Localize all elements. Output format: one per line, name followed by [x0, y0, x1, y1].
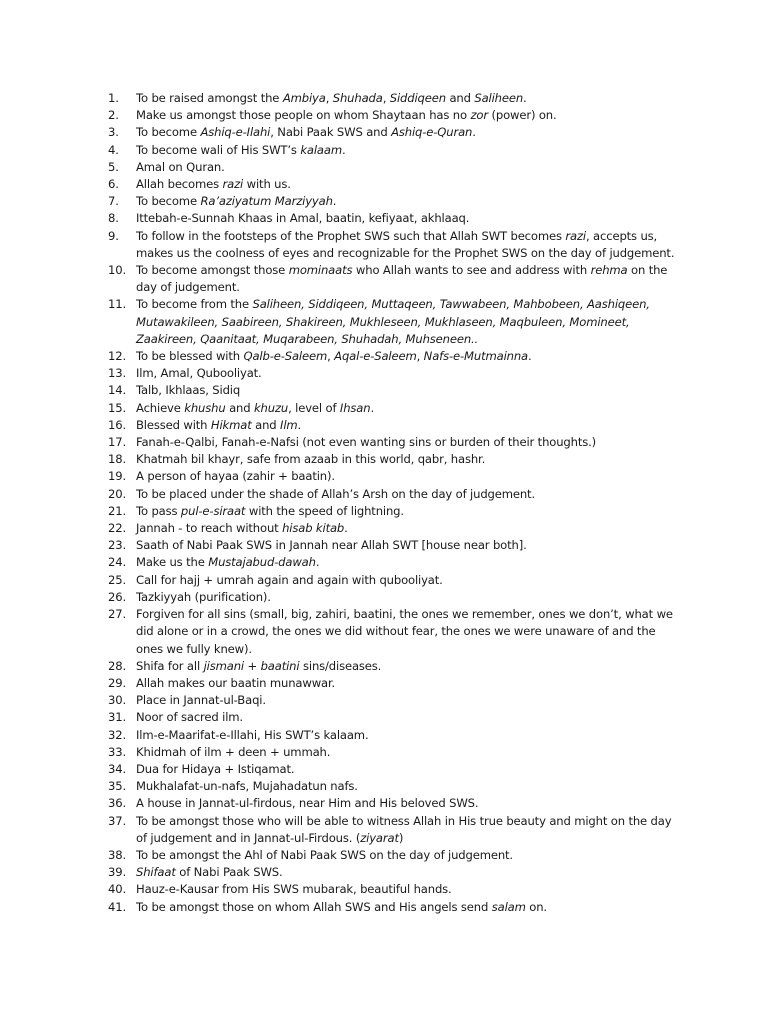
italic-term: pul-e-siraat [180, 503, 246, 518]
text-segment: A person of hayaa (zahir + baatin). [136, 469, 335, 484]
list-item [108, 503, 680, 520]
list-item-number: 12. [108, 349, 126, 364]
text-segment: Ilm, Amal, Qubooliyat. [136, 366, 262, 381]
list-item-text [136, 382, 680, 399]
list-item-number: 21. [108, 503, 126, 518]
italic-term: Aqal-e-Saleem [334, 349, 417, 364]
text-segment: , level of [288, 400, 340, 415]
list-item-text [136, 176, 680, 193]
list-item-text [136, 881, 680, 898]
list-item [108, 296, 680, 348]
list-item-number: 14. [108, 383, 126, 398]
text-segment: Amal on Quran. [136, 159, 225, 174]
list-item-number: 34. [108, 761, 126, 776]
text-segment: . [344, 521, 348, 536]
list-item [108, 881, 680, 898]
italic-term: rehma [590, 263, 628, 278]
list-item-number: 22. [108, 521, 126, 536]
list-item-text [136, 124, 680, 141]
list-item-number: 17. [108, 435, 126, 450]
text-segment: Fanah-e-Qalbi, Fanah-e-Nafsi (not even wanting sins or burden of their thoughts.) [136, 435, 597, 450]
list-item-text [136, 537, 680, 554]
list-item-number: 33. [108, 744, 126, 759]
list-item [108, 572, 680, 589]
list-item [108, 761, 680, 778]
list-item [108, 899, 680, 916]
text-segment: . [528, 349, 532, 364]
list-item-text [136, 159, 680, 176]
text-segment: To be placed under the shade of Allah’s Arsh on the day of judgement. [136, 486, 535, 501]
list-item-text [136, 589, 680, 606]
list-item-text [136, 744, 680, 761]
italic-term: Ra’aziyatum Marziyyah [200, 194, 333, 209]
list-item [108, 210, 680, 227]
list-item [108, 864, 680, 881]
list-item [108, 107, 680, 124]
list-item-text [136, 486, 680, 503]
italic-term: Mustajabud-dawah [208, 555, 316, 570]
list-item-text [136, 675, 680, 692]
list-item-text [136, 262, 680, 296]
list-item [108, 520, 680, 537]
text-segment: Tazkiyyah (purification). [136, 589, 271, 604]
list-item [108, 486, 680, 503]
italic-term: ziyarat [360, 830, 399, 845]
list-item [108, 675, 680, 692]
text-segment: To be blessed with [136, 349, 244, 364]
text-segment: and [445, 91, 475, 105]
italic-term: Hikmat [210, 417, 252, 432]
list-item-text [136, 554, 680, 571]
list-item-text [136, 417, 680, 434]
list-item-number: 25. [108, 572, 126, 587]
text-segment: Allah makes our baatin munawwar. [136, 675, 336, 690]
italic-term: Ilm [280, 417, 298, 432]
text-segment: Khatmah bil khayr, safe from azaab in this world, qabr, hashr. [136, 452, 486, 467]
list-item-number: 36. [108, 796, 126, 811]
list-item-number: 35. [108, 779, 126, 794]
text-segment: . [523, 91, 527, 105]
list-item-text [136, 572, 680, 589]
list-item-text [136, 864, 680, 881]
list-item-text [136, 142, 680, 159]
list-item-text [136, 899, 680, 916]
list-item [108, 658, 680, 675]
list-item-number: 41. [108, 899, 126, 914]
text-segment: Make us amongst those people on whom Shaytaan has no [136, 108, 471, 123]
list-item [108, 451, 680, 468]
list-item-text [136, 778, 680, 795]
list-item-number: 38. [108, 847, 126, 862]
list-item [108, 434, 680, 451]
text-segment: of Nabi Paak SWS. [175, 865, 283, 880]
list-item-number: 5. [108, 159, 119, 174]
list-item-number: 2. [108, 108, 119, 123]
italic-term: Ashiq-e-Quran [391, 125, 473, 140]
text-segment: Call for hajj + umrah again and again with qubooliyat. [136, 572, 443, 587]
list-item-number: 6. [108, 177, 119, 192]
list-item-text [136, 658, 680, 675]
list-item-number: 4. [108, 142, 119, 157]
text-segment: To follow in the footsteps of the Prophet SWS such that Allah SWT becomes [136, 228, 566, 243]
italic-term: khushu [184, 400, 226, 415]
italic-term: Qalb-e-Saleem [243, 349, 328, 364]
italic-term: kalaam [300, 142, 342, 157]
list-item-number: 40. [108, 882, 126, 897]
list-item-text [136, 727, 680, 744]
list-item [108, 606, 680, 658]
text-segment: Hauz-e-Kausar from His SWS mubarak, beautiful hands. [136, 882, 452, 897]
text-segment: . [332, 194, 337, 209]
text-segment: Mukhalafat-un-nafs, Mujahadatun nafs. [136, 779, 358, 794]
text-segment: To become amongst those [136, 263, 289, 278]
text-segment: To become wali of His SWT’s [136, 142, 301, 157]
list-item [108, 744, 680, 761]
text-segment: . [341, 142, 346, 157]
list-item [108, 537, 680, 554]
list-item [108, 382, 680, 399]
text-segment: , [382, 91, 390, 105]
italic-term: Ambiya [282, 91, 326, 105]
list-item-text [136, 503, 680, 520]
text-segment: To become [136, 194, 201, 209]
list-item-number: 30. [108, 693, 126, 708]
text-segment: , Nabi Paak SWS and [270, 125, 392, 140]
list-item-number: 15. [108, 400, 126, 415]
list-item-text [136, 348, 680, 365]
list-item-text [136, 520, 680, 537]
text-segment: who Allah wants to see and address with [352, 263, 591, 278]
list-item [108, 90, 680, 107]
list-item-number: 10. [108, 263, 126, 278]
list-item-number: 31. [108, 710, 126, 725]
list-item-text [136, 107, 680, 124]
text-segment: , [325, 91, 333, 105]
list-item-text [136, 434, 680, 451]
italic-term: Saliheen [474, 91, 524, 105]
list-item-text [136, 400, 680, 417]
italic-term: Shuhada [332, 91, 383, 105]
list-item-text [136, 709, 680, 726]
list-item [108, 417, 680, 434]
list-item-number: 23. [108, 538, 126, 553]
italic-term: razi [222, 177, 244, 192]
list-item-number: 27. [108, 607, 126, 622]
list-item-text [136, 451, 680, 468]
text-segment: To be amongst those who will be able to witness Allah in His true beauty and might on the day of judgement and in Jannat-ul-Firdous. ( [136, 813, 672, 845]
text-segment: Noor of sacred ilm. [136, 710, 243, 725]
list-item-text [136, 606, 680, 658]
list-item-number: 28. [108, 658, 126, 673]
list-item [108, 348, 680, 365]
list-item-text [136, 193, 680, 210]
text-segment: Khidmah of ilm + deen + ummah. [136, 744, 331, 759]
italic-term: razi [565, 228, 586, 243]
text-segment: on. [525, 899, 547, 914]
list-item [108, 709, 680, 726]
italic-term: khuzu [253, 400, 289, 415]
list-item [108, 795, 680, 812]
numbered-list [108, 90, 680, 916]
list-item-number: 16. [108, 417, 126, 432]
text-segment: To be amongst the Ahl of Nabi Paak SWS on the day of judgement. [136, 847, 513, 862]
text-segment: . [297, 417, 302, 432]
text-segment: Shifa for all [136, 658, 204, 673]
text-segment: . [472, 125, 476, 140]
text-segment: Jannah - to reach without [136, 521, 283, 536]
list-item [108, 554, 680, 571]
list-item-text [136, 692, 680, 709]
text-segment: A house in Jannat-ul-firdous, near Him and His beloved SWS. [136, 796, 479, 811]
italic-term: zor [470, 108, 488, 123]
list-item [108, 365, 680, 382]
text-segment: Ilm-e-Maarifat-e-Illahi, His SWT’s kalaam. [136, 727, 369, 742]
italic-term: mominaats [288, 263, 353, 278]
text-segment: Allah becomes [136, 177, 223, 192]
list-item-text [136, 90, 680, 107]
list-item [108, 468, 680, 485]
list-item-number: 32. [108, 727, 126, 742]
text-segment: To be amongst those on whom Allah SWS and His angels send [136, 899, 492, 914]
list-item-number: 20. [108, 486, 126, 501]
text-segment: . [370, 400, 374, 415]
list-item [108, 813, 680, 847]
italic-term: jismani + baatini [203, 658, 300, 673]
list-item-number: 13. [108, 366, 126, 381]
italic-term: Ashiq-e-Ilahi [200, 125, 271, 140]
list-item-text [136, 468, 680, 485]
text-segment: Blessed with [136, 417, 211, 432]
list-item-number: 1. [108, 91, 119, 105]
text-segment: Achieve [136, 400, 185, 415]
list-item [108, 400, 680, 417]
text-segment: ) [398, 830, 404, 845]
text-segment: (power) on. [487, 108, 557, 123]
text-segment: Saath of Nabi Paak SWS in Jannah near Allah SWT [house near both]. [136, 538, 527, 553]
text-segment: and [225, 400, 254, 415]
italic-term: hisab kitab [282, 521, 345, 536]
text-segment: , accepts us, makes us the coolness of eyes and recognizable for the Prophet SWS on the day of judgement. [136, 228, 675, 260]
text-segment: To become [136, 125, 201, 140]
list-item-text [136, 761, 680, 778]
list-item-text [136, 228, 680, 262]
list-item-text [136, 847, 680, 864]
text-segment: Dua for Hidaya + Istiqamat. [136, 761, 295, 776]
text-segment: , [327, 349, 335, 364]
list-item-number: 29. [108, 675, 126, 690]
list-item-number: 11. [108, 297, 126, 312]
text-segment: To become from the [136, 297, 253, 312]
list-item-text [136, 795, 680, 812]
text-segment: . [315, 555, 320, 570]
list-item [108, 847, 680, 864]
text-segment: To be raised amongst the [136, 91, 283, 105]
text-segment: and [251, 417, 281, 432]
list-item [108, 159, 680, 176]
text-segment: on the day of judgement. [136, 263, 668, 295]
list-item-text [136, 813, 680, 847]
italic-term: Shifaat [136, 865, 176, 880]
list-item-number: 18. [108, 452, 126, 467]
list-item-text [136, 296, 680, 348]
list-item [108, 727, 680, 744]
italic-term: Ihsan [339, 400, 371, 415]
list-item [108, 262, 680, 296]
list-item-text [136, 365, 680, 382]
list-item-number: 3. [108, 125, 119, 140]
list-item-number: 7. [108, 194, 119, 209]
text-segment: with us. [243, 177, 291, 192]
list-item [108, 193, 680, 210]
list-item-text [136, 210, 680, 227]
list-item-number: 19. [108, 469, 126, 484]
list-item [108, 228, 680, 262]
list-item-number: 24. [108, 555, 126, 570]
list-item [108, 124, 680, 141]
text-segment: Place in Jannat-ul-Baqi. [136, 693, 266, 708]
list-item [108, 176, 680, 193]
text-segment: , [416, 349, 424, 364]
list-item [108, 692, 680, 709]
italic-term: Saliheen, Siddiqeen, Muttaqeen, Tawwabeen, Mahbobeen, Aashiqeen, Mutawakileen, Saabireen, Shakireen, Mukhleseen, Mukhlaseen, Maqbuleen, Momineet, Zaakireen, Qaanitaat, Muqarabeen, Shuhadah, Muhseneen.. [136, 297, 650, 346]
text-segment: Talb, Ikhlaas, Sidiq [136, 383, 241, 398]
list-item [108, 778, 680, 795]
italic-term: Siddiqeen [389, 91, 446, 105]
list-item [108, 142, 680, 159]
text-segment: To pass [136, 503, 181, 518]
text-segment: with the speed of lightning. [245, 503, 404, 518]
italic-term: salam [491, 899, 526, 914]
list-item [108, 589, 680, 606]
text-segment: Forgiven for all sins (small, big, zahiri, baatini, the ones we remember, ones we don’t, what we did alone or in a crowd, the ones we did without fear, the ones we were unaware of and the ones we fully knew). [136, 607, 673, 656]
list-item-number: 26. [108, 589, 126, 604]
list-item-number: 39. [108, 865, 126, 880]
list-item-number: 8. [108, 211, 119, 226]
italic-term: Nafs-e-Mutmainna [423, 349, 528, 364]
list-item-number: 37. [108, 813, 126, 828]
text-segment: sins/diseases. [299, 658, 382, 673]
text-segment: Make us the [136, 555, 209, 570]
text-segment: Ittebah-e-Sunnah Khaas in Amal, baatin, kefiyaat, akhlaaq. [136, 211, 470, 226]
list-item-number: 9. [108, 228, 119, 243]
